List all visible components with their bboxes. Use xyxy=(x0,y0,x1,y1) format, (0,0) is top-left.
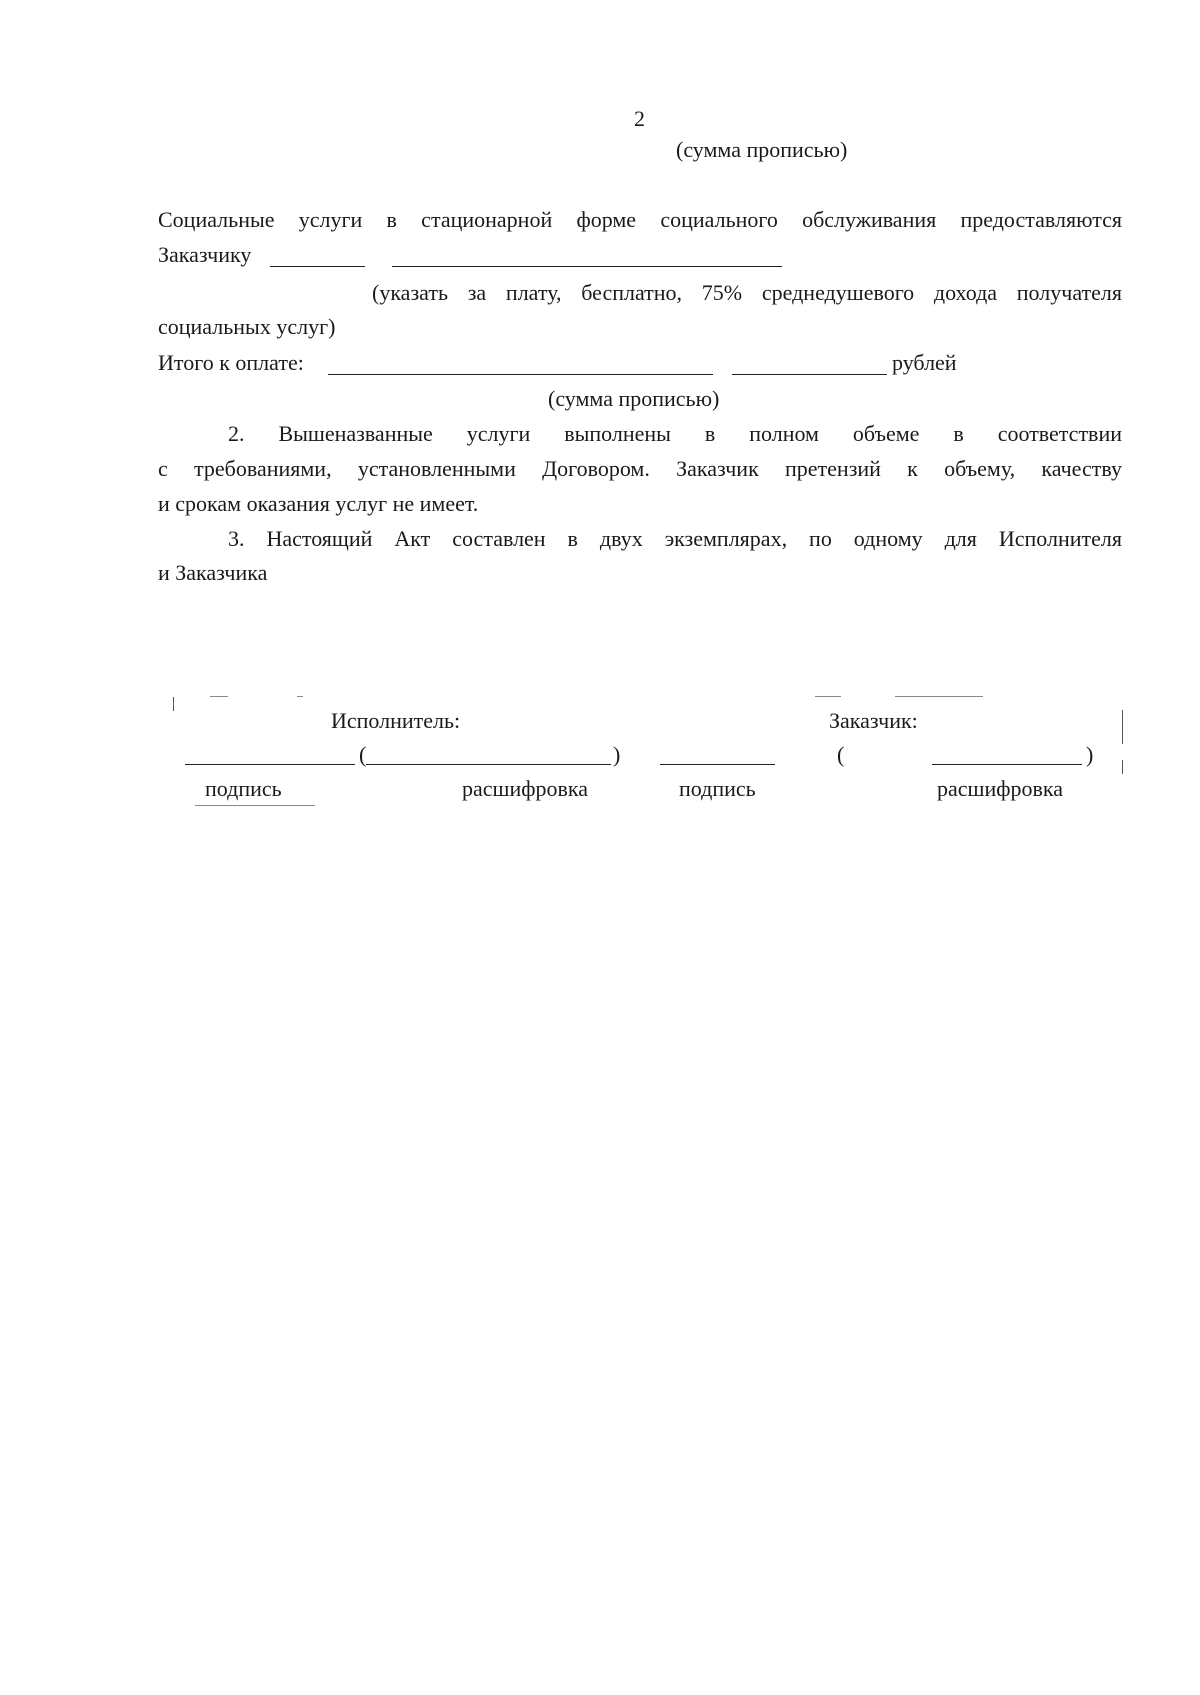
total-sum-caption: (сумма прописью) xyxy=(548,386,720,411)
services-hint-line-2: социальных услуг) xyxy=(158,314,336,339)
executor-signature-blank xyxy=(185,764,355,765)
total-currency: рублей xyxy=(892,350,957,375)
table-bottom-mark xyxy=(195,805,315,806)
services-blank-long xyxy=(392,266,782,267)
total-label: Итого к оплате: xyxy=(158,350,304,375)
services-blank-short xyxy=(270,266,365,267)
customer-signature-label: подпись xyxy=(679,776,756,801)
total-amount-number-blank xyxy=(732,374,887,375)
customer-open-paren: ( xyxy=(837,742,845,767)
customer-signature-blank xyxy=(660,764,775,765)
customer-decode-blank xyxy=(932,764,1082,765)
table-right-border xyxy=(1122,710,1123,744)
paragraph-3-line-2: и Заказчика xyxy=(158,560,268,585)
executor-decode-label: расшифровка xyxy=(462,776,589,801)
services-line-1: Социальные услуги в стационарной форме социального обслуживания предоставляются xyxy=(158,207,1122,232)
total-amount-words-blank xyxy=(328,374,713,375)
table-left-mark xyxy=(173,697,174,711)
table-top-mark xyxy=(895,696,983,697)
paragraph-2-line-3: и срокам оказания услуг не имеет. xyxy=(158,491,479,516)
customer-close-paren: ) xyxy=(1086,742,1094,767)
table-top-mark xyxy=(815,696,841,697)
executor-open-paren: ( xyxy=(359,742,367,767)
executor-decode-blank xyxy=(366,764,611,765)
paragraph-2-line-2: с требованиями, установленными Договором. Заказчик претензий к объему, качеству xyxy=(158,456,1122,481)
services-customer-label: Заказчику xyxy=(158,242,252,267)
executor-signature-label: подпись xyxy=(205,776,282,801)
page-number: 2 xyxy=(634,106,645,131)
customer-title: Заказчик: xyxy=(829,708,918,733)
customer-decode-label: расшифровка xyxy=(937,776,1064,801)
top-sum-caption: (сумма прописью) xyxy=(676,137,848,162)
table-top-mark xyxy=(210,696,228,697)
executor-title: Исполнитель: xyxy=(331,708,461,733)
paragraph-2-line-1: 2. Вышеназванные услуги выполнены в полном объеме в соответствии xyxy=(228,421,1122,446)
paragraph-3-line-1: 3. Настоящий Акт составлен в двух экземплярах, по одному для Исполнителя xyxy=(228,526,1122,551)
executor-close-paren: ) xyxy=(613,742,621,767)
table-top-mark xyxy=(297,696,303,697)
services-hint-line-1: (указать за плату, бесплатно, 75% среднедушевого дохода получателя xyxy=(372,280,1122,305)
table-right-border xyxy=(1122,760,1123,774)
